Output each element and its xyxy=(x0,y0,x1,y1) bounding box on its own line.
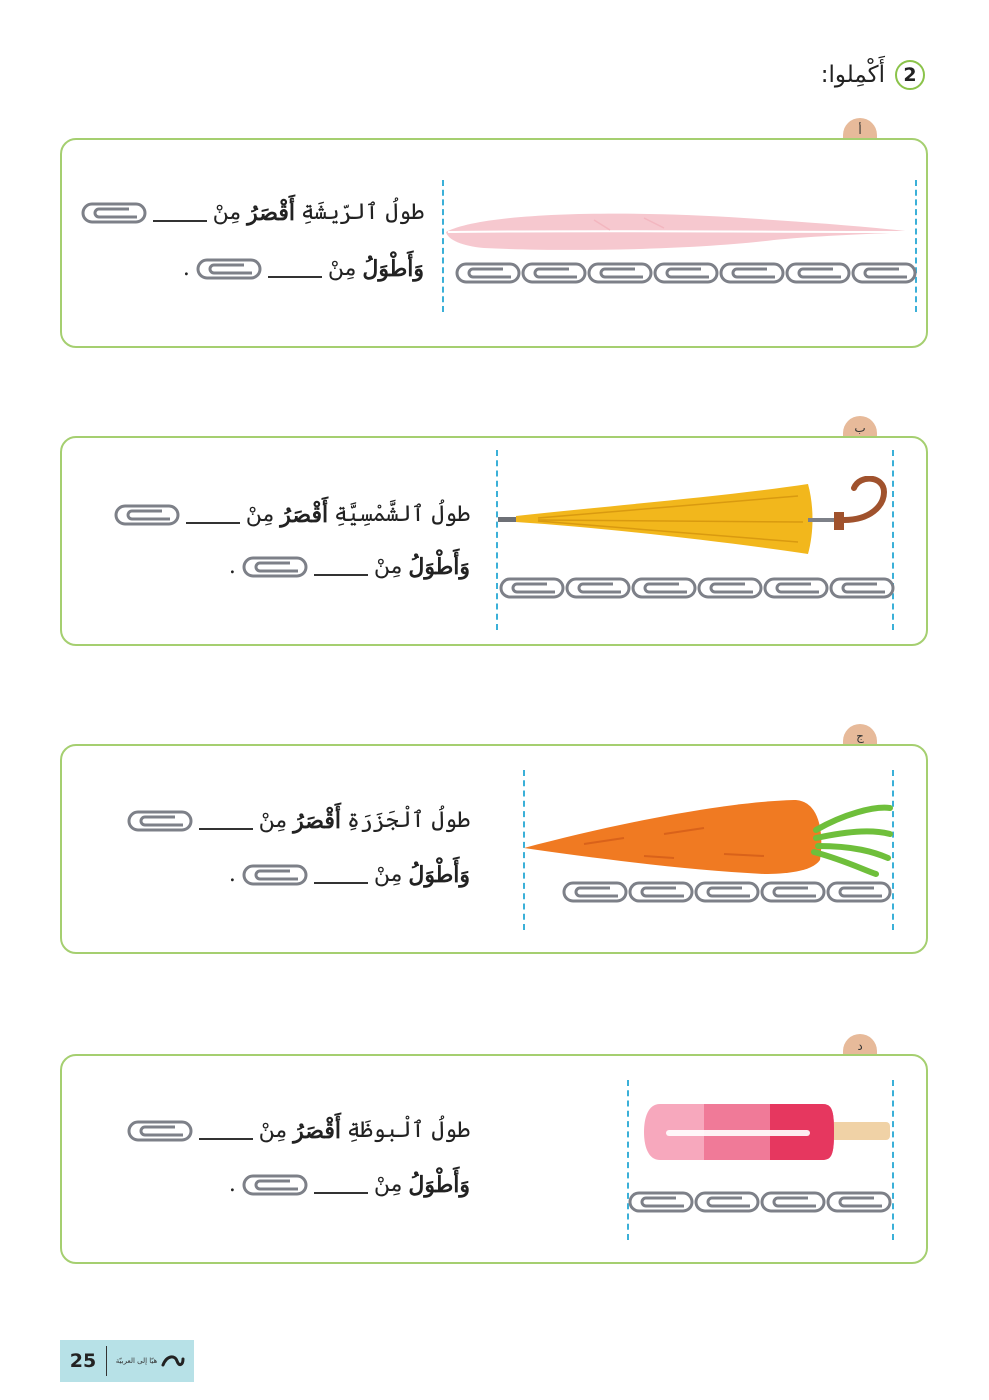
item-badge-d: د xyxy=(843,1034,877,1056)
page-footer xyxy=(60,1340,194,1382)
sentence-line-1 xyxy=(114,500,470,530)
sentence-line-2 xyxy=(229,860,470,890)
paperclip-icon xyxy=(196,257,262,281)
paperclip-icon xyxy=(521,261,587,285)
paperclip-icon xyxy=(697,576,763,600)
paperclip-icon xyxy=(829,576,895,600)
paperclip-icon xyxy=(565,576,631,600)
paperclip-icon xyxy=(760,1190,826,1214)
answer-blank[interactable] xyxy=(199,828,253,830)
sentence-start: طولُ ٱلشَّمْسِيَّةِ xyxy=(334,502,470,527)
paperclip-row xyxy=(455,261,917,285)
paperclip-icon xyxy=(851,261,917,285)
item-badge-a: أ xyxy=(843,118,877,140)
sentence-bold-word: أَقْصَرُ xyxy=(293,808,341,834)
paperclip-icon xyxy=(826,1190,892,1214)
sentence-line-1 xyxy=(81,198,424,228)
exercise-title: أَكْمِلوا: xyxy=(820,62,885,88)
feather-icon xyxy=(444,204,918,254)
sentence-period: . xyxy=(228,554,236,579)
page-number: 25 xyxy=(60,1346,107,1376)
carrot-icon xyxy=(524,794,894,878)
exercise-card-a xyxy=(60,138,928,348)
sentence-line-1 xyxy=(127,1116,470,1146)
paperclip-icon xyxy=(628,880,694,904)
paperclip-icon xyxy=(127,1119,193,1143)
exercise-card-b xyxy=(60,436,928,646)
paperclip-icon xyxy=(455,261,521,285)
paperclip-icon xyxy=(694,1190,760,1214)
paperclip-icon xyxy=(763,576,829,600)
item-badge-b: ب xyxy=(843,416,877,438)
measure-start-line xyxy=(627,1080,629,1240)
paperclip-icon xyxy=(826,880,892,904)
paperclip-icon xyxy=(719,261,785,285)
sentence-end: مِنْ xyxy=(373,862,403,887)
paperclip-icon xyxy=(653,261,719,285)
sentence-start: طولُ ٱلرّيشَةِ xyxy=(300,200,424,225)
exercise-card-d xyxy=(60,1054,928,1264)
logo-text: هيّا إلى العربيّة xyxy=(115,1357,158,1365)
paperclip-icon xyxy=(81,201,147,225)
sentence-start: طولُ ٱلْجَزَرَةِ xyxy=(346,808,470,833)
paperclip-icon xyxy=(628,1190,694,1214)
sentence-line-2 xyxy=(229,1170,470,1200)
answer-blank[interactable] xyxy=(199,1138,253,1140)
sentence-bold-word: وَأَطْوَلُ xyxy=(408,554,470,580)
sentence-bold-word: أَقْصَرُ xyxy=(293,1118,341,1144)
sentence-end: مِنْ xyxy=(327,256,357,281)
sentence-end: مِنْ xyxy=(258,808,288,833)
answer-blank[interactable] xyxy=(314,882,368,884)
paperclip-icon xyxy=(785,261,851,285)
paperclip-icon xyxy=(242,863,308,887)
paperclip-icon xyxy=(587,261,653,285)
sentence-end: مِنْ xyxy=(212,200,242,225)
sentence-period: . xyxy=(228,1172,236,1197)
sentence-bold-word: وَأَطْوَلُ xyxy=(408,1172,470,1198)
paperclip-icon xyxy=(562,880,628,904)
answer-blank[interactable] xyxy=(268,276,322,278)
paperclip-icon xyxy=(760,880,826,904)
sentence-end: مِنْ xyxy=(373,1172,403,1197)
paperclip-row xyxy=(499,576,895,600)
sentence-period: . xyxy=(228,862,236,887)
sentence-bold-word: وَأَطْوَلُ xyxy=(362,256,424,282)
sentence-line-1 xyxy=(127,806,470,836)
answer-blank[interactable] xyxy=(314,1192,368,1194)
paperclip-icon xyxy=(694,880,760,904)
paperclip-icon xyxy=(242,1173,308,1197)
sentence-end: مِنْ xyxy=(245,502,275,527)
measure-end-line xyxy=(892,1080,894,1240)
item-badge-c: ج xyxy=(843,724,877,746)
sentence-end: مِنْ xyxy=(258,1118,288,1143)
paperclip-icon xyxy=(114,503,180,527)
sentence-bold-word: أَقْصَرُ xyxy=(280,502,329,528)
exercise-header xyxy=(821,60,925,90)
answer-blank[interactable] xyxy=(186,522,240,524)
paperclip-row xyxy=(562,880,892,904)
logo-mark-icon xyxy=(161,1353,185,1369)
sentence-bold-word: وَأَطْوَلُ xyxy=(408,862,470,888)
sentence-period: . xyxy=(182,256,190,281)
sentence-end: مِنْ xyxy=(373,554,403,579)
sentence-line-2 xyxy=(229,552,470,582)
sentence-start: طولُ ٱلْبوظَةِ xyxy=(346,1118,470,1143)
paperclip-icon xyxy=(631,576,697,600)
paperclip-icon xyxy=(499,576,565,600)
exercise-card-c xyxy=(60,744,928,954)
publisher-logo xyxy=(107,1353,194,1369)
umbrella-icon xyxy=(498,476,894,566)
popsicle-icon xyxy=(642,1100,892,1164)
answer-blank[interactable] xyxy=(314,574,368,576)
answer-blank[interactable] xyxy=(153,220,207,222)
paperclip-icon xyxy=(127,809,193,833)
sentence-line-2 xyxy=(183,254,424,284)
paperclip-row xyxy=(628,1190,892,1214)
exercise-number: 2 xyxy=(895,60,925,90)
sentence-bold-word: أَقْصَرُ xyxy=(247,200,295,226)
paperclip-icon xyxy=(242,555,308,579)
